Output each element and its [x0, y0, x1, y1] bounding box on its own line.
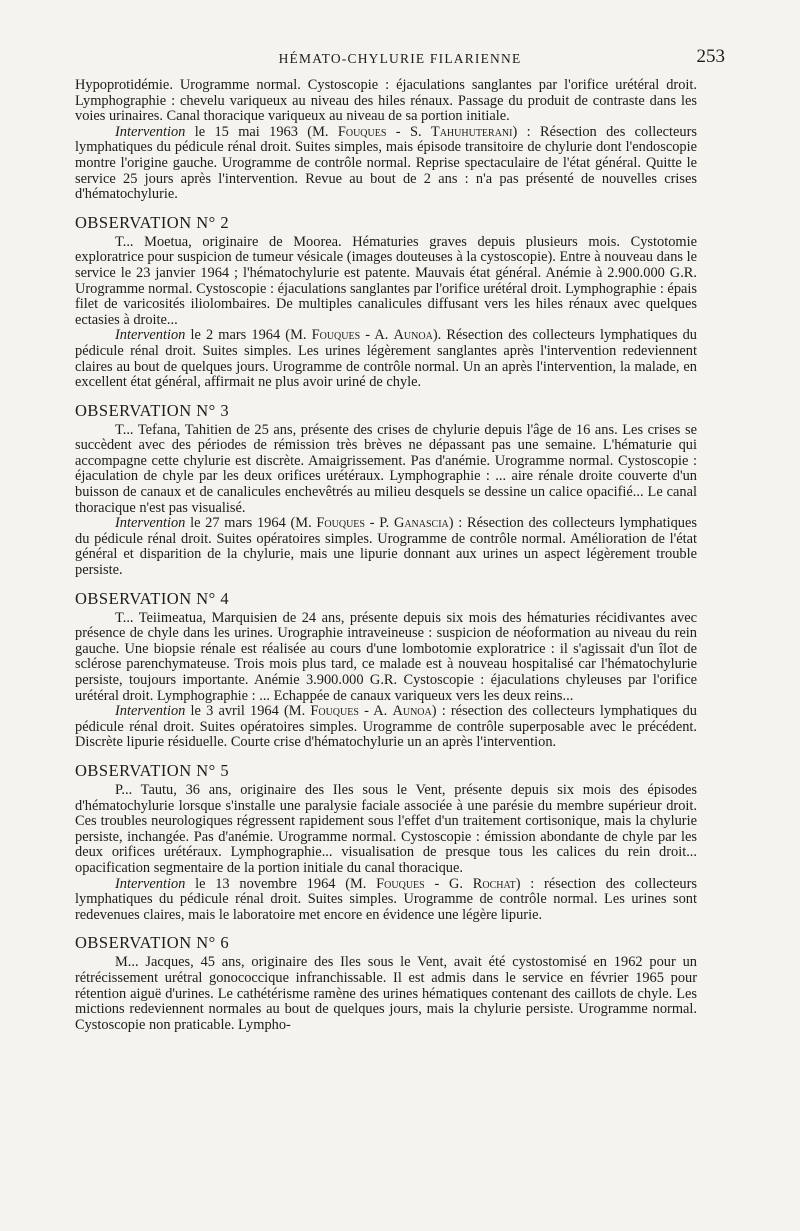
intervention-paragraph: Intervention le 2 mars 1964 (M. Fouques - A. Aunoa). Résection des collecteurs lymphatiques du pédicule rénal droit. Suites simples. Les urines légèrement sanglantes après l'intervention redeviennent claires au bout de quelques jours. Urogramme de contrôle normal. Un an après l'intervention, la malade, en excellent état général, affirmait ne plus avoir uriné de chyle.	[75, 327, 698, 391]
observation-heading: OBSERVATION N° 2	[75, 212, 230, 232]
intervention-label: Intervention	[115, 123, 186, 140]
observation-heading: OBSERVATION N° 5	[75, 760, 230, 780]
observation-case-paragraph: T... Moetua, originaire de Moorea. Hématuries graves depuis plusieurs mois. Cystotomie exploratrice pour suspicion de tumeur vésicale (images douteuses à la cystoscopie). Entre à nouveau dans le service le 23 janvier 1964 ; l'hématochylurie est patente. Mauvais état général. Anémie à 2.900.000 G.R. Urogramme normal. Cystoscopie : éjaculations sanglantes par l'orifice urétéral droit. Lymphographie : épais filet de varicosités iliolombaires. De multiples canalicules diffusant vers les hiles rénaux avec quelques ectasies à droite...	[75, 233, 698, 328]
surgeon-name: Fouques	[311, 327, 361, 344]
intervention-label: Intervention	[115, 875, 186, 892]
intervention-paragraph: Intervention le 13 novembre 1964 (M. Fouques - G. Rochat) : résection des collecteurs lymphatiques du pédicule rénal droit. Suites simples. Urogramme de contrôle normal. Les urines sont redevenues claires, mais le laboratoire met encore en évidence une légère lipurie.	[75, 875, 698, 923]
page-number: 253	[696, 46, 725, 67]
observation-case-paragraph: P... Tautu, 36 ans, originaire des Iles sous le Vent, présente depuis six mois des épisodes d'hématochylurie lorsque s'installe une paralysie faciale associée à une parésie du membre supérieur droit. Ces troubles neurologiques régressent rapidement sous l'effet d'un traitement cortisonique, mais la chylurie persiste, inchangée. Pas d'anémie. Urogramme normal. Cystoscopie : émission abondante de chyle par les deux orifices urétéraux. Lymphographie... visualisation de presque tous les calices du rein droit... opacification segmentaire de la portion initiale du canal thoracique.	[75, 781, 697, 876]
intro-paragraph: Hypoprotidémie. Urogramme normal. Cystoscopie : éjaculations sanglantes par l'orifice urétéral droit. Lymphographie : chevelu variqueux au niveau des hiles rénaux. Passage du produit de contraste dans les voies urinaires. Canal thoracique variqueux au niveau de sa portion initiale.	[75, 77, 697, 125]
surgeon-name: Fouques	[337, 123, 387, 140]
observation-case-paragraph: M... Jacques, 45 ans, originaire des Iles sous le Vent, avait été cystostomisé en 1962 pour un rétrécissement urétral gonococcique infranchissable. Il est admis dans le service en février 1965 pour rétention aiguë d'urines. Le cathétérisme ramène des urines hématiques contenant des caillots de chyle. Les mictions redeviennent normales au bout de quelques jours, mais la chylurie persiste. Urogramme normal. Cystoscopie non praticable. Lympho-	[75, 954, 697, 1033]
surgeon-name: Rochat	[472, 875, 516, 892]
running-head	[75, 46, 725, 70]
observation-heading: OBSERVATION N° 6	[75, 933, 230, 953]
intervention-label: Intervention	[115, 515, 186, 532]
observation-heading: OBSERVATION N° 3	[75, 400, 230, 420]
surgeon-name: Fouques	[316, 515, 365, 532]
observation-heading: OBSERVATION N° 4	[75, 588, 230, 608]
surgeon-name: Aunoa	[393, 327, 433, 344]
surgeon-name: Fouques	[376, 875, 425, 892]
intervention-label: Intervention	[115, 327, 186, 344]
surgeon-name: Fouques	[310, 703, 359, 720]
body-text	[75, 78, 697, 1033]
surgeon-name: Aunoa	[392, 703, 432, 720]
intervention-paragraph: Intervention le 27 mars 1964 (M. Fouques - P. Ganascia) : Résection des collecteurs lymphatiques du pédicule rénal droit. Suites opératoires simples. Urogramme de contrôle normal. Amélioration de l'état général et disparition de la chylurie, mais une lipurie donnant aux urines un aspect légèrement trouble persiste.	[75, 515, 697, 579]
intervention-paragraph: Intervention le 3 avril 1964 (M. Fouques - A. Aunoa) : résection des collecteurs lymphatiques du pédicule rénal droit. Suites opératoires simples. Urogramme de contrôle superposable avec le précédent. Discrète lipurie résiduelle. Courte crise d'hématochylurie un an après l'intervention.	[75, 703, 697, 751]
intervention-paragraph-1: Intervention le 15 mai 1963 (M. Fouques - S. Tahuhuterani) : Résection des collecteurs lymphatiques du pédicule rénal droit. Suites simples, mais épisode transitoire de chylurie dont l'endoscopie montre l'origine gauche. Urogramme de contrôle normal. Reprise spectaculaire de l'état général. Quitte le service 25 jours après l'intervention. Revue au bout de 2 ans : n'a pas présenté de nouvelles crises d'hématochylurie.	[75, 123, 697, 203]
observation-case-paragraph: T... Tefana, Tahitien de 25 ans, présente des crises de chylurie depuis l'âge de 16 ans. Les crises se succèdent avec des périodes de rémission très brèves ne dépassant pas une semaine. L'hématurie qui accompagne cette chylurie est discrète. Amaigrissement. Pas d'anémie. Urogramme normal. Cystoscopie : éjaculation de chyle par les deux orifices urétéraux. Lymphographie : ... aire rénale droite couverte d'un buisson de canaux et de canalicules enchevêtrés au milieu desquels se dessine un calice opacifié... Le canal thoracique n'est pas visualisé.	[75, 421, 697, 516]
surgeon-name: Ganascia	[393, 515, 449, 532]
surgeon-name: Tahuhuterani	[430, 123, 513, 140]
observation-case-paragraph: T... Teiimeatua, Marquisien de 24 ans, présente depuis six mois des hématuries récidivantes avec présence de chyle dans les urines. Urographie intraveineuse : suspicion de néoformation au niveau du rein gauche. Une biopsie rénale est réalisée au cours d'une lombotomie exploratrice : il s'agissait d'un îlot de sclérose parenchymateuse. Trois mois plus tard, ce malade est à nouveau hospitalisé car l'hématochylurie persiste, toujours importante. Anémie 3.900.000 G.R. Cystoscopie : éjaculations chyleuses par l'orifice urétéral droit. Lymphographie : ... Echappée de canaux variqueux vers les deux reins...	[75, 609, 697, 704]
running-title: HÉMATO-CHYLURIE FILARIENNE	[278, 51, 522, 66]
intervention-label: Intervention	[115, 703, 186, 720]
